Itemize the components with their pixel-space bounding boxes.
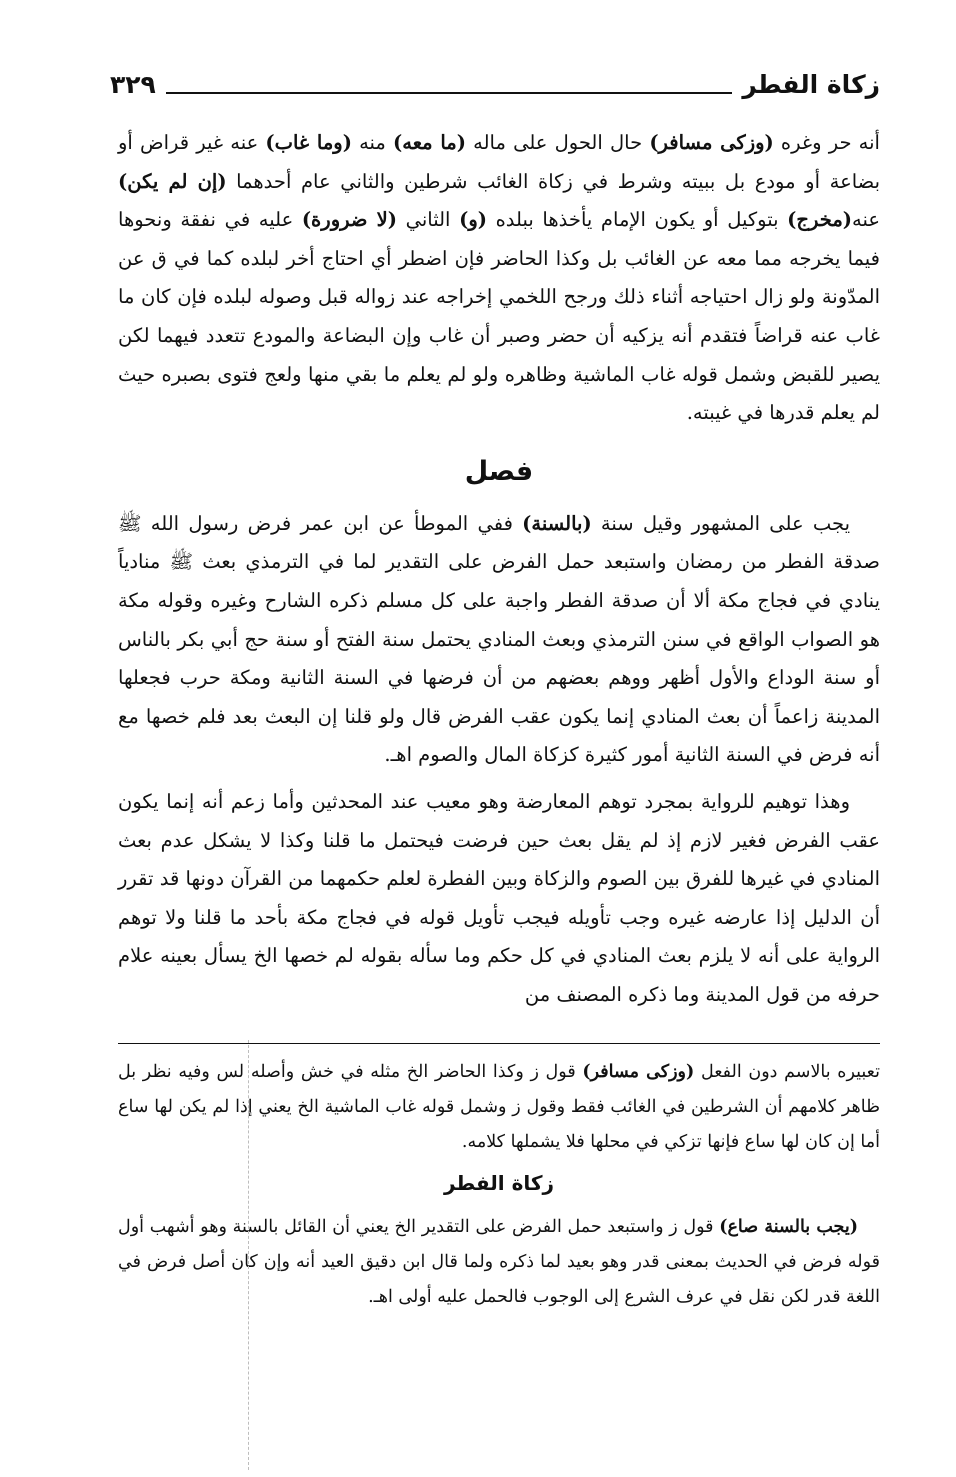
section-heading: فصل (464, 455, 534, 487)
footnotes (118, 1055, 880, 1315)
paragraph-gap (118, 775, 880, 783)
bold-term: (مخرج) (787, 208, 853, 232)
bold-term: (وزكى مسافر) (582, 1062, 695, 1082)
text-run: عنه (852, 208, 880, 232)
text-run: ففي الموطأ عن ابن عمر فرض رسول الله ﷺ صدقة الفطر من رمضان واستبعد حمل الفرض على التقدير لما في الترمذي بعث ﷺ منادياً ينادي في فجاج مكة ألا أن صدقة الفطر واجبة على كل مسلم ذكره الشارح وغيره وقوله مكة هو الصواب الواقع في سنن الترمذي وبعث المنادي يحتمل سنة الفتح أو سنة حج أبي بكر بالناس أو سنة الوداع والأول أظهر ووهم بعضهم من أن فرضها في السنة الثانية ومكة حرب فجعلها المدينة زاعماً أن بعث المنادي إنما يكون عقب الفرض قال ولو قلنا إن البعث بعد فلم خصها مع أنه فرض في السنة الثانية أمور كثيرة كزكاة المال والصوم اهـ. (118, 511, 880, 767)
scan-artifact-line (248, 1040, 249, 1470)
bold-term: (وما غاب) (265, 131, 352, 154)
bold-term: (إن لم يكن) (118, 169, 227, 193)
running-header (110, 62, 880, 102)
bold-term: (يجب بالسنة صاع) (719, 1217, 858, 1237)
text-run: قول ز واستبعد حمل الفرض على التقدير الخ يعني أن القائل بالسنة وهو أشهب أول قوله فرض في الحديث بمعنى قدر وهو بعيد لما ذكره ولما قال ابن دقيق العيد أنه وإن كان أصل فرض في اللغة قدر لكن نقل في عرف الشرع إلى الوجوب فالحمل عليه أولى اهـ. (118, 1217, 880, 1307)
main-text (118, 124, 880, 1014)
header-title: زكاة الفطر (742, 70, 880, 99)
bold-term: (لا ضرورة) (301, 208, 397, 232)
paragraph-3: وهذا توهيم للرواية بمجرد توهم المعارضة وهو معيب عند المحدثين وأما زعم أنه إنما يكون عقب الفرض فغير لازم إذ لم يقل بعث حين فرضت فيحتمل ما قلنا وكذا لا يشكل عدم بعث المنادي في غيرها للفرق بين الصوم والزكاة وبين الفطرة لعلم حكمهما من القرآن دونها قد تقرر أن الدليل إذا عارضه غيره وجب تأويله فيجب تأويل قوله في فجاج مكة بأحد ما قلنا ولا توهم الرواية على أنه لا يلزم بعث المنادي في كل حكم وما سأله بقوله لم خصها الخ يسأل بعينه علام حرفه من قول المدينة وما ذكره المصنف من (118, 789, 880, 1006)
text-run: قول ز وكذا الحاضر الخ مثله في خش وأصله لس وفيه نظر بل ظاهر كلامهم أن الشرطين في الغائب فقط وقول ز وشمل قوله غاب الماشية الخ يعني إذا لم يكن لها ساع أما إن كان لها ساع فإنها تزكي في محلها فلا يشملها كلامه. (118, 1062, 880, 1152)
text-run: بتوكيل أو يكون الإمام يأخذها ببلده (486, 208, 788, 232)
footnote-heading: زكاة الفطر (443, 1171, 555, 1195)
text-run: عنه غير قراض أو بضاعة أو مودع بل ببيته وشرط في زكاة الغائب شرطين والثاني عام أحدهما (118, 131, 880, 193)
bold-term: (وزكى مسافر) (649, 131, 774, 154)
bold-term: (بالسنة) (522, 511, 592, 535)
footnote-2 (118, 1210, 880, 1315)
bold-term: (ما معه) (393, 131, 466, 154)
text-run: يجب على المشهور وقيل سنة (591, 511, 850, 535)
footnote-1 (118, 1055, 880, 1160)
paragraph-2 (118, 505, 880, 775)
text-run: أنه حر وغره (773, 131, 880, 154)
text-run: عليه في نفقة ونحوها فيما يخرجه مما معه عن الغائب بل وكذا الحاضر فإن اضطر أي احتاج أخر لبلده كما في ق عن المدّونة ولو زال احتياجه أثناء ذلك ورجح اللخمي إخراجه عند زواله قبل وصوله لبلده فإن كان ما غاب عنه قراضاً فتقدم أنه يزكيه أن حضر وصبر أن غاب وإن البضاعة والمودع تتعدد فيهما لكن يصير للقبض وشمل قوله غاب الماشية وظاهره ولو لم يعلم ما بقي منها ولعج فتوى بصبره حيث لم يعلم قدرها في غيبته. (118, 208, 880, 425)
header-rule (166, 92, 733, 94)
footnote-divider (118, 1043, 880, 1044)
text-run: منه (351, 131, 394, 154)
bold-term: (و) (459, 208, 487, 232)
text-run: الثاني (396, 208, 460, 232)
paragraph-1 (118, 124, 880, 433)
page-number: ٣٢٩ (110, 70, 156, 99)
text-run: حال الحول على ماله (465, 131, 650, 154)
text-run: تعبيره بالاسم دون الفعل (694, 1062, 880, 1082)
